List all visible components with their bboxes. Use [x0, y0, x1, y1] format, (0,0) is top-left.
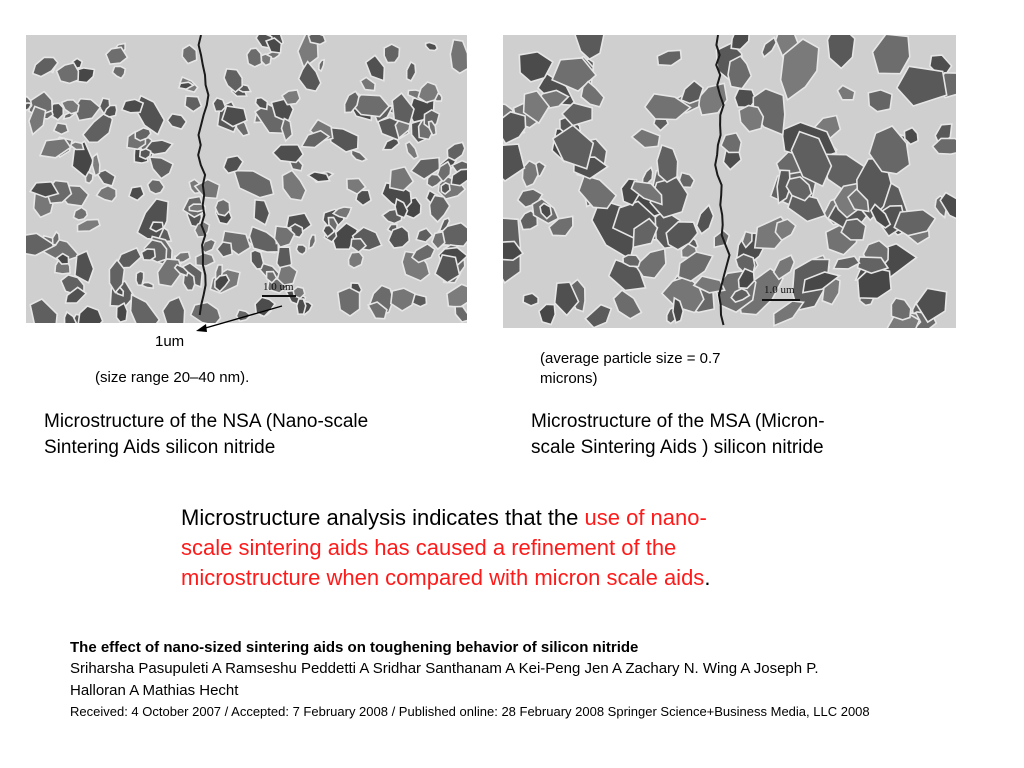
summary-highlight-3: microstructure when compared with micron scale aids: [181, 565, 705, 590]
nsa-caption-line2: Sintering Aids silicon nitride: [44, 437, 276, 458]
nsa-caption-line1: Microstructure of the NSA (Nano-scale: [44, 411, 369, 432]
nsa-micrograph: [26, 35, 467, 323]
msa-scale-label: 1.0 um: [764, 284, 795, 296]
msa-size-note-line1: (average particle size = 0.7: [540, 350, 721, 367]
summary-plain-start: Microstructure analysis indicates that the: [181, 505, 585, 530]
summary-highlight-2: scale sintering aids has caused a refinement of the: [181, 535, 677, 560]
reference-block: [70, 638, 970, 722]
reference-authors-line2: Halloran A Mathias Hecht: [70, 682, 239, 699]
msa-size-note: [540, 349, 721, 389]
summary-highlight-1: use of nano-: [584, 505, 707, 530]
reference-received: Received: 4 October 2007 / Accepted: 7 February 2008 / Published online: 28 February 2008 Springer Science+Business Media, LLC 2008: [70, 704, 870, 719]
nsa-micrograph-texture: [26, 35, 467, 323]
nsa-size-note: (size range 20–40 nm).: [95, 369, 250, 386]
pointer-label: 1um: [155, 333, 185, 350]
reference-title: The effect of nano-sized sintering aids on toughening behavior of silicon nitride: [70, 639, 639, 656]
msa-micrograph: [503, 35, 956, 328]
msa-size-note-line2: microns): [540, 370, 598, 387]
msa-scale-bar: [762, 299, 800, 301]
summary-plain-end: .: [704, 565, 711, 590]
reference-authors-line1: Sriharsha Pasupuleti A Ramseshu Peddetti A Sridhar Santhanam A Kei-Peng Jen A Zachary N. Wing A Joseph P.: [70, 660, 819, 677]
nsa-scale-bar: [262, 295, 296, 297]
summary-statement: [181, 503, 841, 593]
scale-pointer-arrow: [190, 300, 290, 340]
nsa-caption: [44, 409, 368, 461]
msa-caption-line2: scale Sintering Aids ) silicon nitride: [531, 437, 824, 458]
msa-micrograph-texture: [503, 35, 956, 328]
msa-caption-line1: Microstructure of the MSA (Micron-: [531, 411, 825, 432]
nsa-scale-label: 1.0 um: [263, 281, 294, 293]
msa-caption: [531, 409, 825, 461]
